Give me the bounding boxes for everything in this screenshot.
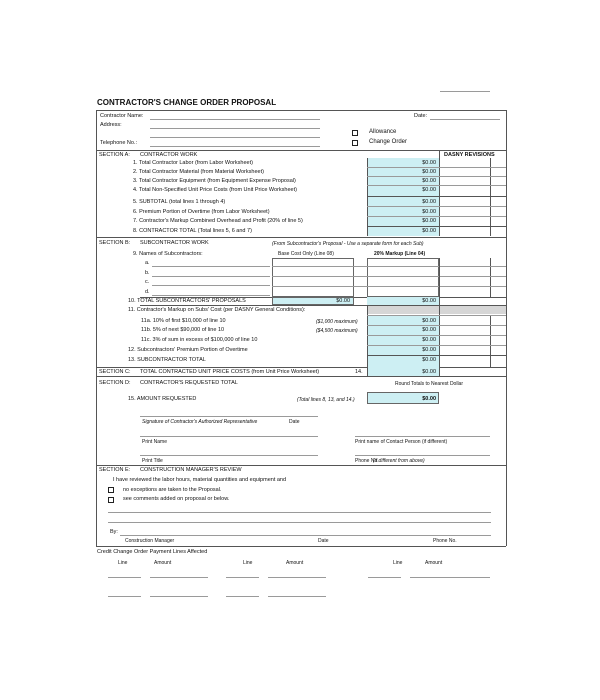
line-6-amount[interactable]: $0.00 [422, 209, 436, 215]
line-7-amount[interactable]: $0.00 [422, 218, 436, 224]
row-sep-4 [367, 196, 506, 197]
row-sep-5 [367, 206, 506, 207]
date-field[interactable] [430, 119, 500, 120]
section-b-label: SECTION B: [99, 240, 131, 246]
section-a-col-right [439, 150, 440, 236]
credit-amt-1-1[interactable] [150, 577, 208, 578]
address-label: Address: [100, 122, 122, 128]
section-e-label: SECTION E: [99, 467, 131, 473]
base-cost-table [272, 258, 354, 297]
line-6-label: 6. Premium Portion of Overtime (from Labor Worksheet) [133, 209, 270, 215]
change-order-checkbox[interactable] [352, 140, 358, 146]
line-11-label: 11. Contractor's Markup on Subs' Cost (per DASNY General Conditions): [128, 307, 306, 313]
date-label: Date: [414, 113, 428, 119]
markup-sep-2 [367, 335, 506, 336]
cm-label: Construction Manager [125, 538, 175, 544]
cm-signature-line[interactable] [120, 535, 491, 536]
row-sep-6 [367, 216, 506, 217]
signature-label: Signature of Contractor's Authorized Representative [142, 419, 258, 425]
section-e-divider [96, 465, 506, 466]
signature-date-label: Date [289, 419, 300, 425]
see-comments-label: see comments added on proposal or below. [123, 496, 230, 502]
line-4-amount[interactable]: $0.00 [422, 187, 436, 193]
section-c-title: TOTAL CONTRACTED UNIT PRICE COSTS (from Unit Price Worksheet) [140, 369, 320, 375]
line-15-note: (Total lines 8, 13, and 14.) [297, 397, 355, 403]
sub-a-field[interactable] [152, 266, 270, 267]
credit-amount-header-3: Amount [425, 560, 443, 566]
line-5-amount[interactable]: $0.00 [422, 199, 436, 205]
frame-bottom [96, 546, 506, 547]
line-11a-label: 11a. 10% of first $10,000 of line 10 [141, 318, 226, 324]
section-e-title: CONSTRUCTION MANAGER'S REVIEW [140, 467, 242, 473]
print-name-field[interactable] [140, 436, 318, 437]
line-10-base-amount[interactable]: $0.00 [336, 298, 350, 304]
line-11b-amount[interactable]: $0.00 [422, 327, 436, 333]
markup-sep-0 [367, 315, 506, 316]
signature-field[interactable] [140, 416, 318, 417]
line-1-label: 1. Total Contractor Labor (from Labor Worksheet) [133, 160, 253, 166]
contact-name-field[interactable] [355, 436, 490, 437]
line-14-amount[interactable]: $0.00 [422, 369, 436, 375]
form-title: CONTRACTOR'S CHANGE ORDER PROPOSAL [97, 98, 277, 107]
contact-name-label: Print name of Contact Person (if different) [355, 439, 448, 445]
line-12-label: 12. Subcontractors' Premium Portion of Overtime [128, 347, 248, 353]
section-b-title: SUBCONTRACTOR WORK [140, 240, 209, 246]
line-10-label: 10. TOTAL SUBCONTRACTORS' PROPOSALS [128, 298, 246, 304]
credit-line-header-2: Line [243, 560, 253, 566]
sub-d-field[interactable] [152, 295, 270, 296]
line-11a-amount[interactable]: $0.00 [422, 318, 436, 324]
credit-line-2-1[interactable] [226, 577, 259, 578]
line-13-amount[interactable]: $0.00 [422, 357, 436, 363]
frame-left [96, 110, 97, 546]
section-d-title: CONTRACTOR'S REQUESTED TOTAL [140, 380, 238, 386]
section-b-note: (From Subcontractor's Proposal - Use a separate form for each Sub) [272, 241, 424, 247]
cm-date-label: Date [318, 538, 329, 544]
sub-c-label: c. [145, 279, 150, 285]
no-exceptions-checkbox[interactable] [108, 487, 114, 493]
line-5-label: 5. SUBTOTAL (total lines 1 through 4) [133, 199, 226, 205]
section-a-label: SECTION A: [99, 152, 130, 158]
line-11b-label: 11b. 5% of next $90,000 of line 10 [141, 327, 225, 333]
contact-phone-note: (if different from above) [373, 458, 425, 464]
see-comments-checkbox[interactable] [108, 497, 114, 503]
top-right-line [440, 91, 490, 92]
contact-phone-field[interactable] [355, 455, 490, 456]
line-11-grey-cell [367, 306, 506, 314]
line-12-amount[interactable]: $0.00 [422, 347, 436, 353]
telephone-field[interactable] [150, 146, 320, 147]
by-label: By: [110, 529, 118, 535]
line-7-label: 7. Contractor's Markup Combined Overhead and Profit (20% of line 5) [133, 218, 303, 224]
credit-line-1-1[interactable] [108, 577, 141, 578]
sub-a-label: a. [145, 260, 150, 266]
address-field-2[interactable] [150, 137, 320, 138]
contact-phone-label: Phone No. [355, 458, 379, 464]
section-a-col-left [367, 158, 368, 236]
line-13-label: 13. SUBCONTRACTOR TOTAL [128, 357, 206, 363]
credit-amt-1-2[interactable] [150, 596, 208, 597]
section-a-divider [96, 150, 506, 151]
credit-line-3-1[interactable] [368, 577, 401, 578]
print-title-field[interactable] [140, 455, 318, 456]
credit-amount-header-1: Amount [154, 560, 172, 566]
sub-c-field[interactable] [152, 285, 270, 286]
subcontractor-names-label: 9. Names of Subcontractors: [133, 251, 203, 257]
section-d-divider [96, 376, 506, 377]
credit-line-2-2[interactable] [226, 596, 259, 597]
print-name-label: Print Name [142, 439, 168, 445]
line-15-label: 15. AMOUNT REQUESTED [128, 396, 197, 402]
credit-line-1-2[interactable] [108, 596, 141, 597]
line-11b-max: ($4,500 maximum) [316, 328, 358, 334]
line-11c-amount[interactable]: $0.00 [422, 337, 436, 343]
frame-top [96, 110, 506, 111]
sub-b-field[interactable] [152, 276, 270, 277]
line-2-amount[interactable]: $0.00 [422, 169, 436, 175]
change-order-label: Change Order [369, 139, 408, 145]
section-b-rev-col [490, 258, 491, 298]
comment-line-2[interactable] [108, 522, 491, 523]
line-11a-max: ($1,000 maximum) [316, 319, 358, 325]
section-a-title: CONTRACTOR WORK [140, 152, 198, 158]
line-3-amount[interactable]: $0.00 [422, 178, 436, 184]
markup-sep-4 [367, 355, 506, 356]
line-11c-label: 11c. 3% of sum in excess of $100,000 of line 10 [141, 337, 258, 343]
row-sep-2 [367, 176, 506, 177]
sub-row-sep-c [272, 286, 506, 287]
credit-amount-header-2: Amount [286, 560, 304, 566]
line-8-label: 8. CONTRACTOR TOTAL (Total lines 5, 6 and 7) [133, 228, 252, 234]
markup-sep-1 [367, 325, 506, 326]
telephone-label: Telephone No.: [100, 140, 137, 146]
sub-b-label: b. [145, 270, 150, 276]
line-1-amount[interactable]: $0.00 [422, 160, 436, 166]
section-d-label: SECTION D: [99, 380, 131, 386]
section-a-rev-col [490, 158, 491, 236]
section-b-rev-col-2 [490, 315, 491, 367]
no-exceptions-label: no exceptions are taken to the Proposal. [123, 487, 222, 493]
round-totals-note: Round Totals to Nearest Dollar [395, 381, 463, 387]
allowance-checkbox[interactable] [352, 130, 358, 136]
print-title-label: Print Title [142, 458, 163, 464]
address-field-1[interactable] [150, 128, 320, 129]
markup-table [367, 258, 439, 297]
credit-amt-2-1[interactable] [268, 577, 326, 578]
contractor-name-label: Contractor Name: [100, 113, 144, 119]
credit-amt-2-2[interactable] [268, 596, 326, 597]
section-c-label: SECTION C: [99, 369, 131, 375]
sub-d-label: d. [145, 289, 150, 295]
credit-title: Credit Change Order Payment Lines Affected [97, 549, 208, 555]
line-3-label: 3. Total Contractor Equipment (from Equipment Expense Proposal) [133, 178, 296, 184]
credit-amt-3-1[interactable] [410, 577, 490, 578]
row-sep-7 [367, 226, 506, 227]
dasny-revisions-header: DASNY REVISIONS [444, 152, 495, 158]
line-4-label: 4. Total Non-Specified Unit Price Costs (from Unit Price Worksheet) [133, 187, 297, 193]
base-cost-header: Base Cost Only (Line 08) [278, 251, 334, 257]
markup-sep-3 [367, 345, 506, 346]
section-b-col-right [439, 258, 440, 367]
contractor-name-field[interactable] [150, 119, 320, 120]
comment-line-1[interactable] [108, 512, 491, 513]
allowance-label: Allowance [369, 129, 397, 135]
line-2-label: 2. Total Contractor Material (from Material Worksheet) [133, 169, 264, 175]
sub-row-sep-b [272, 276, 506, 277]
row-sep-1 [367, 167, 506, 168]
section-c-divider [96, 367, 506, 368]
section-c-col-left [367, 367, 368, 376]
cm-phone-label: Phone No. [433, 538, 457, 544]
section-c-col-right [439, 367, 440, 376]
row-sep-3 [367, 185, 506, 186]
credit-line-header-1: Line [118, 560, 128, 566]
review-intro: I have reviewed the labor hours, material quantities and equipment and [113, 477, 287, 483]
credit-line-header-3: Line [393, 560, 403, 566]
markup-header: 20% Markup (Line 04) [374, 251, 426, 257]
section-b-divider [96, 237, 506, 238]
line-10-amount[interactable]: $0.00 [422, 298, 436, 304]
line-8-amount[interactable]: $0.00 [422, 228, 436, 234]
frame-right [506, 110, 507, 546]
line-15-amount[interactable]: $0.00 [422, 396, 436, 402]
sub-row-sep-a [272, 266, 506, 267]
line-14-number: 14. [355, 369, 363, 375]
